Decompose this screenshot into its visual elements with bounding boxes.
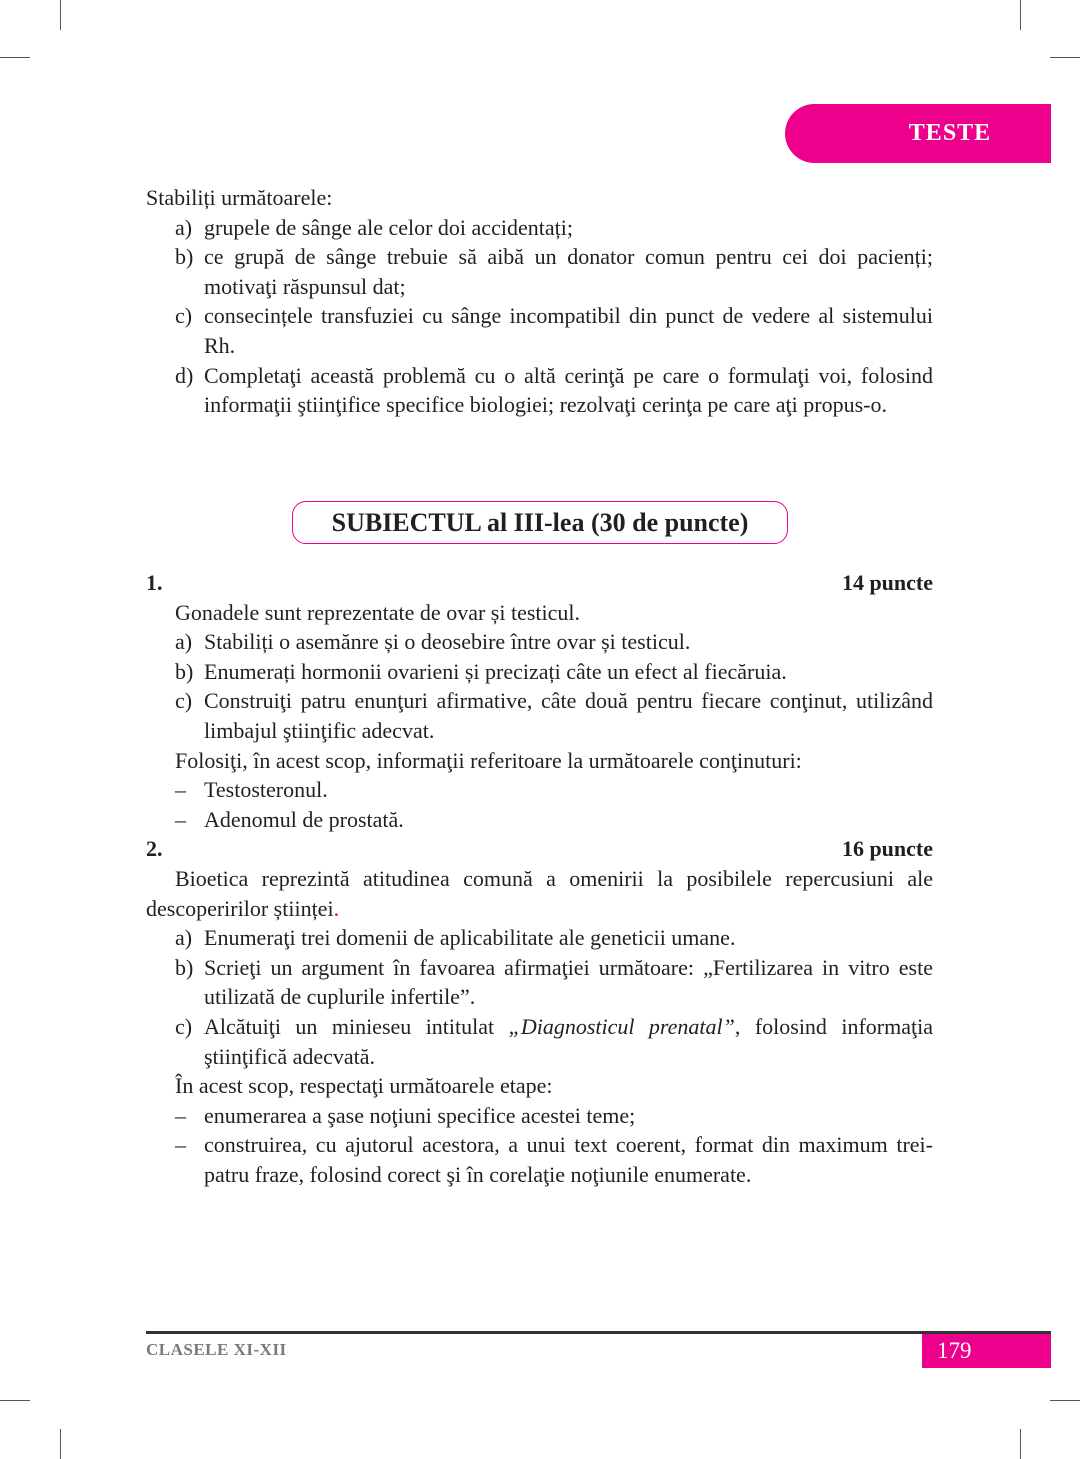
- crop-mark: [1050, 1400, 1080, 1401]
- question-2-note: În acest scop, respectaţi următoarele etape:: [175, 1073, 553, 1099]
- crop-mark: [0, 1400, 30, 1401]
- question-2-intro: Bioetica reprezintă atitudinea comună a omenirii la posibilele repercusiuni ale descoperirilor științei.: [146, 865, 933, 921]
- crop-mark: [1020, 0, 1021, 30]
- dash-item: – construirea, cu ajutorul acestora, a unui text coerent, format din maximum trei-patru fraze, folosind corect şi în corelaţie noţiunile enumerate.: [175, 1132, 933, 1187]
- dash-item: – Testosteronul.: [175, 777, 328, 803]
- list-item: d) Completaţi această problemă cu o altă cerinţă pe care o formulaţi voi, folosind informaţii ştiinţifice specifice biologiei; rezolvaţi cerinţa pe care aţi propus-o.: [175, 362, 933, 418]
- list-item: a) grupele de sânge ale celor doi accidentați;: [175, 214, 573, 240]
- section-tab: TESTE: [785, 104, 1051, 163]
- crop-mark: [0, 57, 30, 58]
- list-item: b) Scrieţi un argument în favoarea afirmaţiei următoare: „Fertilizarea in vitro este utilizată de cuplurile infertile”.: [175, 954, 933, 1010]
- question-1-note: Folosiţi, în acest scop, informaţii referitoare la următoarele conţinuturi:: [175, 747, 802, 773]
- continuation-block: [146, 183, 933, 420]
- page-number: 179: [922, 1334, 1051, 1368]
- crop-mark: [1020, 1429, 1021, 1459]
- list-item: b) Enumerați hormonii ovarieni și precizați câte un efect al fiecăruia.: [175, 658, 787, 684]
- footer-label: CLASELE XI-XII: [146, 1340, 287, 1359]
- crop-mark: [60, 1429, 61, 1459]
- list-item: c) Alcătuiţi un minieseu intitulat „Diagnosticul prenatal”, folosind informaţia ştiinţifică adecvată.: [175, 1013, 933, 1069]
- footer-divider: [146, 1331, 1051, 1334]
- section-title: SUBIECTUL al III-lea (30 de puncte): [292, 501, 788, 544]
- dash-item: – Adenomul de prostată.: [175, 806, 404, 832]
- dash-item: – enumerarea a şase noţiuni specifice acestei teme;: [175, 1102, 636, 1128]
- question-1-header: 1. 14 puncte: [146, 570, 933, 595]
- list-item: b) ce grupă de sânge trebuie să aibă un donator comun pentru cei doi pacienți; motivaţi răspunsul dat;: [175, 244, 933, 299]
- crop-mark: [1050, 57, 1080, 58]
- crop-mark: [60, 0, 61, 30]
- list-item: c) Construiţi patru enunţuri afirmative, câte două pentru fiecare conţinut, utilizând limbajul ştiinţific adecvat.: [175, 688, 933, 743]
- questions-block: [146, 568, 933, 1189]
- list-item: c) consecințele transfuziei cu sânge incompatibil din punct de vedere al sistemului Rh.: [175, 303, 933, 358]
- question-2-header: 2. 16 puncte: [146, 836, 933, 862]
- question-1-intro: Gonadele sunt reprezentate de ovar și testicul.: [175, 599, 581, 625]
- list-item: a) Enumeraţi trei domenii de aplicabilitate ale geneticii umane.: [175, 925, 736, 951]
- intro: Stabiliți următoarele:: [146, 185, 333, 210]
- list-item: a) Stabiliți o asemănre și o deosebire între ovar și testicul.: [175, 629, 691, 655]
